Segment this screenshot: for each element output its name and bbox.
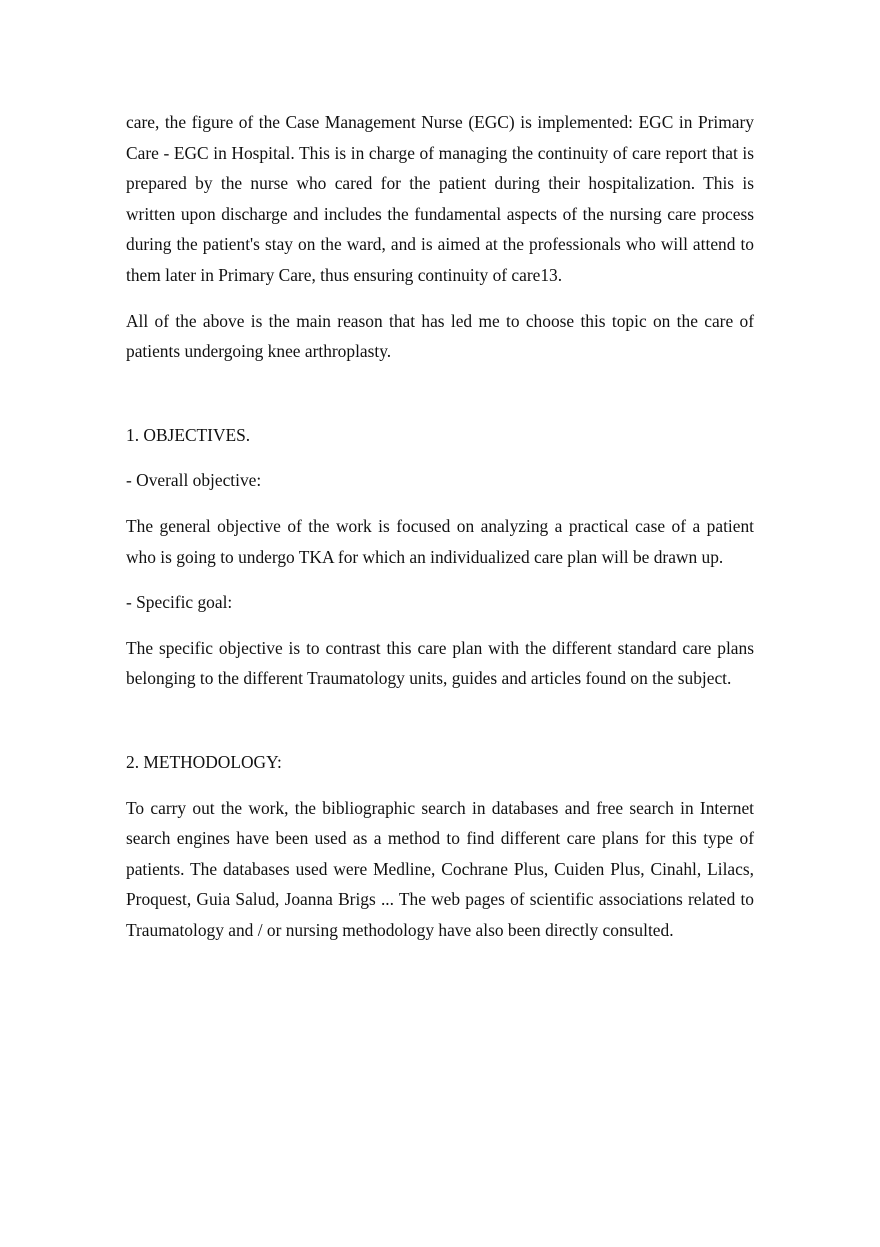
specific-goal-label: - Specific goal: xyxy=(126,592,233,613)
overall-objective-label: - Overall objective: xyxy=(126,470,262,491)
objectives-heading: 1. OBJECTIVES. xyxy=(126,424,251,445)
intro-paragraph-1: care, the figure of the Case Management Nurse (EGC) is implemented: EGC in Primary Care - EGC in Hospital. This is in charge of managing the continuity of care report that is prepared by the nurse who cared for the patient during their hospitalization. This is written upon discharge and includes the fundamental aspects of the nursing care process during the patient's stay on the ward, and is aimed at the professionals who will attend to them later in Primary Care, thus ensuring continuity of care13. xyxy=(126,112,754,285)
methodology-text: To carry out the work, the bibliographic search in databases and free search in Internet search engines have been used as a method to find different care plans for this type of patients. The databases used were Medline, Cochrane Plus, Cuiden Plus, Cinahl, Lilacs, Proquest, Guia Salud, Joanna Brigs ... The web pages of scientific associations related to Traumatology and / or nursing methodology have also been directly consulted. xyxy=(126,797,754,940)
document-body xyxy=(126,107,754,960)
methodology-heading: 2. METHODOLOGY: xyxy=(126,751,282,772)
overall-objective-text: The general objective of the work is focused on analyzing a practical case of a patient who is going to undergo TKA for which an individualized care plan will be drawn up. xyxy=(126,515,754,567)
intro-paragraph-2: All of the above is the main reason that has led me to choose this topic on the care of patients undergoing knee arthroplasty. xyxy=(126,310,754,362)
specific-goal-text: The specific objective is to contrast this care plan with the different standard care plans belonging to the different Traumatology units, guides and articles found on the subject. xyxy=(126,637,754,689)
